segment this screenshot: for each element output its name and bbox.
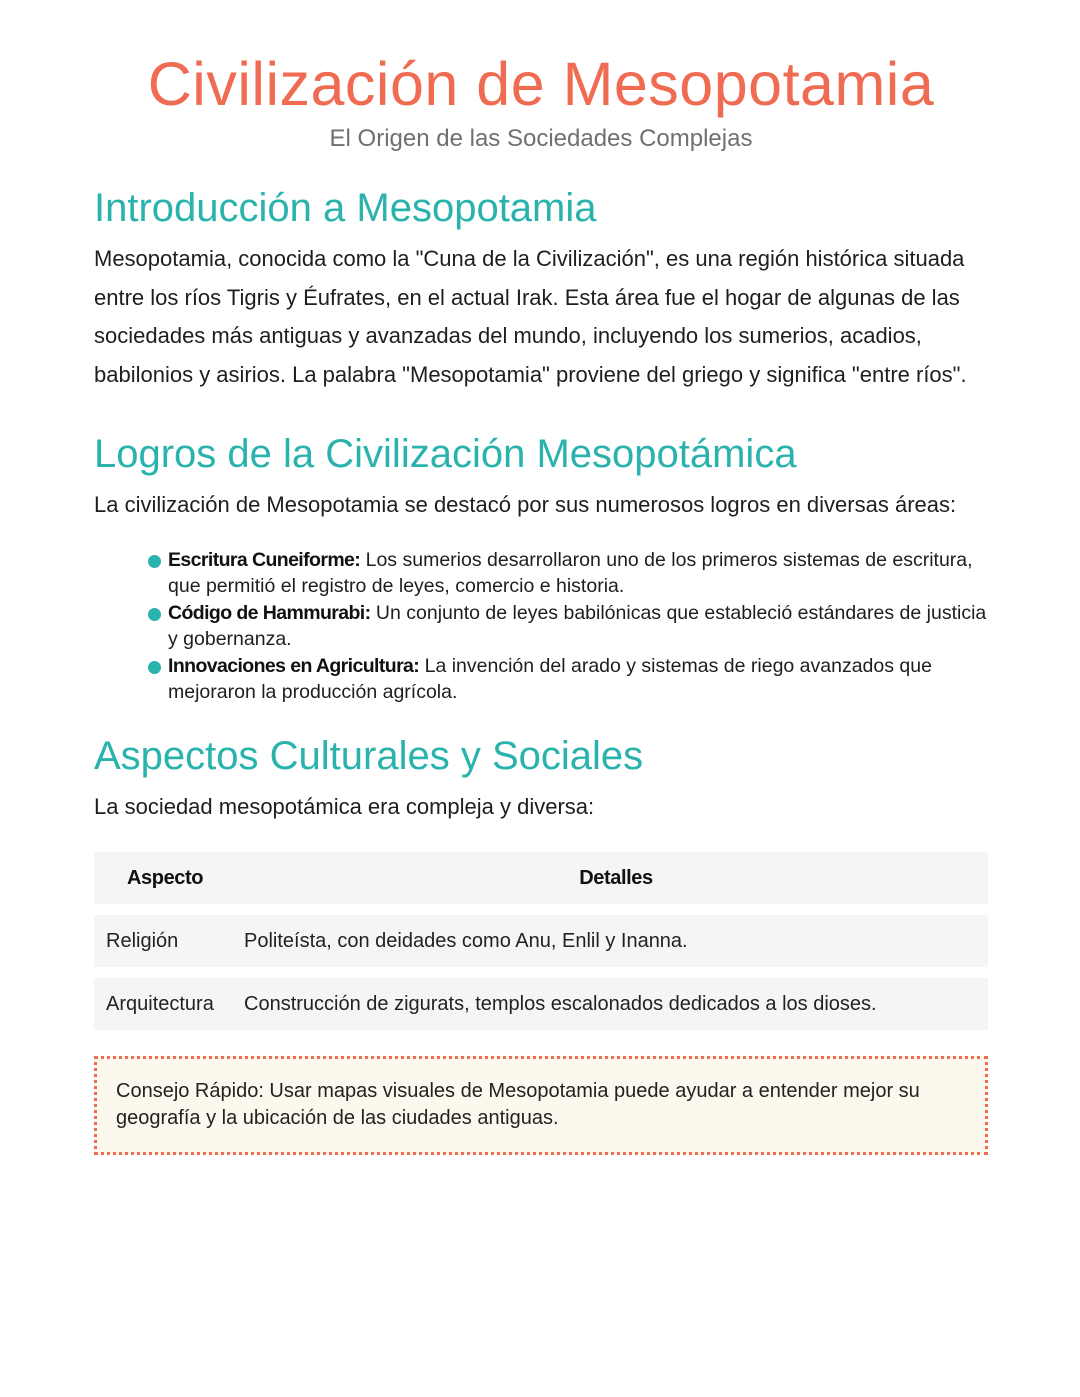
list-item-text: Los sumerios desarrollaron uno de los primeros sistemas de escritura, que permitió el registro de leyes, comercio e historia. xyxy=(168,548,973,597)
intro-paragraph: Mesopotamia, conocida como la "Cuna de la Civilización", es una región histórica situada entre los ríos Tigris y Éufrates, en el actual Irak. Esta área fue el hogar de algunas de las sociedades más antiguas y avanzadas del mundo, incluyendo los sumerios, acadios, babilonios y asirios. La palabra "Mesopotamia" proviene del griego y significa "entre ríos". xyxy=(94,246,967,387)
table-cell: Arquitectura xyxy=(106,992,214,1015)
culture-paragraph: La sociedad mesopotámica era compleja y diversa: xyxy=(94,793,595,819)
culture-table xyxy=(94,852,988,1030)
table-header-row xyxy=(94,852,988,904)
list-item-text: La invención del arado y sistemas de riego avanzados que mejoraron la producción agrícola. xyxy=(168,654,932,703)
table-header-cell: Detalles xyxy=(579,866,653,889)
intro-heading: Introducción a Mesopotamia xyxy=(94,186,597,230)
table-cell: Politeísta, con deidades como Anu, Enlil y Inanna. xyxy=(244,929,688,952)
table-cell: Religión xyxy=(106,929,179,952)
list-item xyxy=(148,600,988,653)
bullet-dot-icon xyxy=(148,555,161,568)
achievements-paragraph: La civilización de Mesopotamia se destacó por sus numerosos logros en diversas áreas: xyxy=(94,492,957,517)
list-item-label: Código de Hammurabi: xyxy=(168,601,371,624)
culture-heading: Aspectos Culturales y Sociales xyxy=(94,733,644,778)
culture-section xyxy=(94,732,988,1031)
achievements-section xyxy=(94,430,988,706)
page-title: Civilización de Mesopotamia xyxy=(147,50,935,118)
bullet-dot-icon xyxy=(148,608,161,621)
table-cell: Construcción de zigurats, templos escalonados dedicados a los dioses. xyxy=(244,992,877,1015)
table-row xyxy=(94,978,988,1030)
tip-box xyxy=(94,1056,988,1155)
document-page xyxy=(94,48,988,1155)
intro-section xyxy=(94,184,988,394)
list-item-label: Innovaciones en Agricultura: xyxy=(168,654,420,677)
list-item xyxy=(148,653,988,706)
tip-text: Consejo Rápido: Usar mapas visuales de Mesopotamia puede ayudar a entender mejor su geografía y la ubicación de las ciudades antiguas. xyxy=(116,1080,920,1129)
list-item-text: Un conjunto de leyes babilónicas que estableció estándares de justicia y gobernanza. xyxy=(168,601,987,650)
list-item xyxy=(148,547,988,600)
page-subtitle: El Origen de las Sociedades Complejas xyxy=(329,125,753,152)
table-header-cell: Aspecto xyxy=(127,866,204,889)
list-item-label: Escritura Cuneiforme: xyxy=(168,548,361,571)
achievements-heading: Logros de la Civilización Mesopotámica xyxy=(94,432,797,476)
achievements-list xyxy=(94,547,988,706)
bullet-dot-icon xyxy=(148,661,161,674)
table-row xyxy=(94,915,988,967)
